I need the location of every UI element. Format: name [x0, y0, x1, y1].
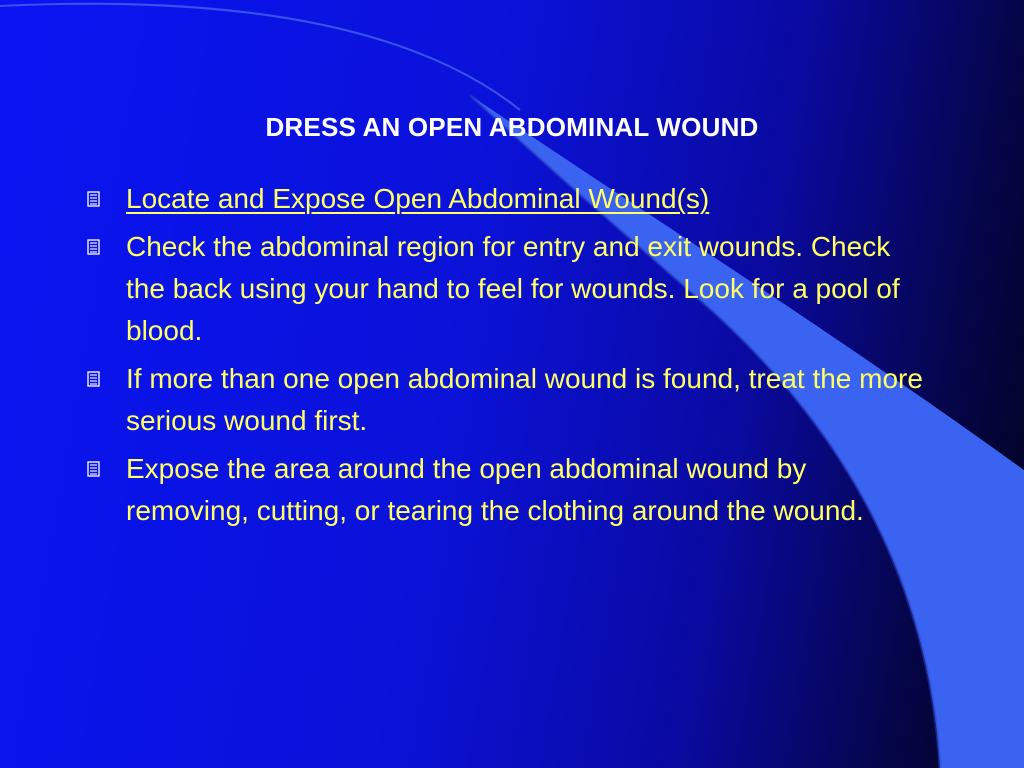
bullet-item [86, 226, 926, 352]
bullet-item [86, 358, 926, 442]
bullet-text: Expose the area around the open abdominal wound by removing, cutting, or tearing the clothing around the wound. [126, 453, 864, 526]
notebook-bullet-icon [86, 191, 102, 207]
notebook-bullet-icon [86, 461, 102, 477]
slide-title: DRESS AN OPEN ABDOMINAL WOUND [265, 112, 759, 142]
bullet-text: Check the abdominal region for entry and exit wounds. Check the back using your hand to feel for wounds. Look for a pool of blood. [126, 231, 900, 346]
notebook-bullet-icon [86, 371, 102, 387]
bullet-text[interactable]: Locate and Expose Open Abdominal Wound(s) [126, 183, 710, 214]
bullet-item [86, 178, 926, 220]
bullet-text: If more than one open abdominal wound is found, treat the more serious wound first. [126, 363, 923, 436]
bullet-list [86, 178, 926, 538]
bullet-item [86, 448, 926, 532]
notebook-bullet-icon [86, 239, 102, 255]
